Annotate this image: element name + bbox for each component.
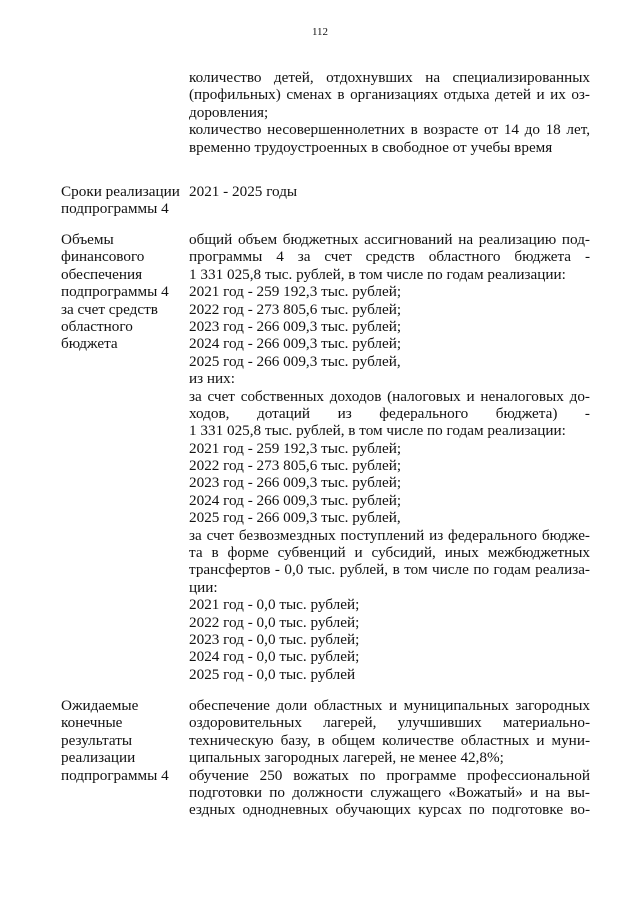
text-line: 2023 год - 266 009,3 тыс. рублей; [189,317,402,335]
text-line: общий объем бюджетных ассигнований на реализацию под- [189,231,590,248]
text-line: за счет безвозмездных поступлений из федерального бюдже- [189,526,590,544]
text-line: оздоровительных лагерей, улучшивших материально- [189,714,590,732]
text-line: 2025 год - 266 009,3 тыс. рублей, [189,509,401,527]
text-line: 2024 год - 0,0 тыс. рублей; [189,648,360,666]
text-line: доровления; [189,103,269,121]
text-line: количество несовершеннолетних в возрасте от 14 до 18 лет, [189,121,590,139]
label-line: конечные [61,714,123,732]
label-line: Сроки реализации [61,183,180,200]
label-line: подпрограммы 4 [61,766,169,784]
label-line: результаты [61,731,133,749]
text-line: 2022 год - 273 805,6 тыс. рублей; [189,300,402,318]
label-line: бюджета [61,335,118,353]
text-line: временно трудоустроенных в свободное от учебы время [189,138,553,156]
section-label-timeline [61,183,186,218]
text-line: обеспечение доли областных и муниципальных загородных [189,697,590,714]
section-content-timeline [189,183,590,200]
label-line: обеспечения [61,265,143,283]
text-line: 2022 год - 273 805,6 тыс. рублей; [189,457,402,475]
text-line: ездных однодневных обучающих курсах по подготовке во- [189,801,590,819]
text-line: та в форме субвенций и субсидий, иных межбюджетных [189,544,590,562]
text-line: 2023 год - 0,0 тыс. рублей; [189,630,360,648]
text-line: 2024 год - 266 009,3 тыс. рублей; [189,491,402,509]
text-line: 2021 год - 259 192,3 тыс. рублей; [189,439,402,457]
text-line: из них: [189,370,235,388]
label-line: Объемы [61,231,114,248]
text-line: программы 4 за счет средств областного бюджета - [189,248,590,266]
label-line: реализации [61,749,136,767]
section-content-funding [189,231,590,683]
section-label-funding [61,231,186,353]
label-line: за счет средств [61,300,158,318]
text-line: 2022 год - 0,0 тыс. рублей; [189,613,360,631]
text-line: 2021 год - 0,0 тыс. рублей; [189,596,360,614]
text-line: трансфертов - 0,0 тыс. рублей, в том числе по годам реализа- [189,561,590,579]
text-line: 1 331 025,8 тыс. рублей, в том числе по годам реализации: [189,422,566,440]
text-line: ходов, дотаций из федерального бюджета) - [189,404,590,422]
text-line: 2023 год - 266 009,3 тыс. рублей; [189,474,402,492]
text-line: за счет собственных доходов (налоговых и неналоговых до- [189,387,590,405]
section-content-results [189,697,590,819]
page-number: 112 [311,26,329,38]
label-line: финансового [61,248,145,266]
label-line: Ожидаемые [61,697,139,714]
text-line: ции: [189,578,218,596]
text-line: количество детей, отдохнувших на специализированных [189,69,590,86]
text-line: 2025 год - 0,0 тыс. рублей [189,665,356,683]
text-line: (профильных) сменах в организациях отдыха детей и их оз- [189,86,590,104]
intro-text [189,69,590,156]
section-label-results [61,697,186,784]
label-line: областного [61,317,133,335]
text-line: техническую базу, в общем количестве областных и муни- [189,731,590,749]
text-line: ципальных загородных лагерей, не менее 42,8%; [189,749,504,767]
text-line: 2021 - 2025 годы [189,183,298,200]
text-line: 1 331 025,8 тыс. рублей, в том числе по годам реализации: [189,265,566,283]
text-line: 2021 год - 259 192,3 тыс. рублей; [189,283,402,301]
text-line: 2025 год - 266 009,3 тыс. рублей, [189,352,401,370]
text-line: 2024 год - 266 009,3 тыс. рублей; [189,335,402,353]
label-line: подпрограммы 4 [61,283,169,301]
label-line: подпрограммы 4 [61,200,169,218]
text-line: обучение 250 вожатых по программе профессиональной [189,766,590,784]
text-line: подготовки по должности служащего «Вожатый» и на вы- [189,783,590,801]
